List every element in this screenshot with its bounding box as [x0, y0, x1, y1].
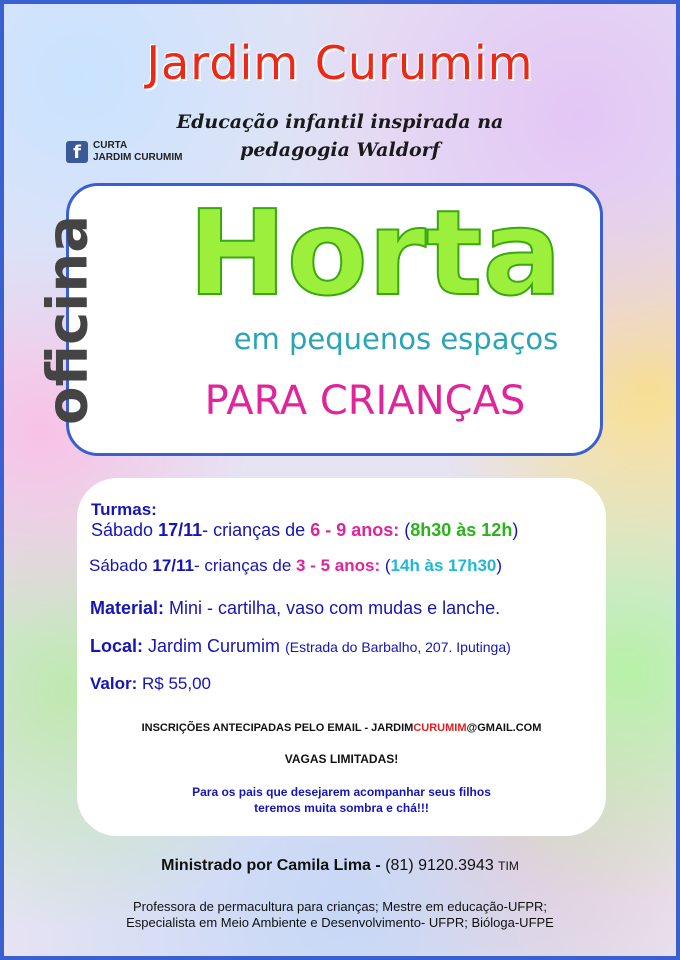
banner-subtitle: em pequenos espaços [233, 322, 559, 356]
local-row: Local: Jardim Curumim (Estrada do Barbalho, 207. Iputinga) [90, 636, 511, 656]
parents-line-1: Para os pais que desejarem acompanhar seus filhos [192, 785, 491, 799]
tagline-line-2: pedagogia Waldorf [240, 139, 440, 161]
material-row: Material: Mini - cartilha, vaso com mudas e lanche. [90, 598, 501, 618]
registration-email[interactable]: INSCRIÇÕES ANTECIPADAS PELO EMAIL - JARDIMCURUMIM@GMAIL.COM [141, 722, 542, 734]
school-title: Jardim Curumim [146, 36, 534, 90]
horta-headline: Horta [187, 184, 563, 322]
bio-line-2: Especialista em Meio Ambiente e Desenvolvimento- UFPR; Bióloga-UFPE [126, 915, 554, 930]
instructor-line: Ministrado por Camila Lima - (81) 9120.3943 TIM [161, 857, 519, 874]
valor-row: Valor: R$ 55,00 [90, 674, 211, 693]
instructor-bio [0, 899, 680, 931]
session-row: Sábado 17/11- crianças de 6 - 9 anos: (8h30 às 12h) [91, 520, 519, 540]
tagline-line-1: Educação infantil inspirada na [176, 111, 504, 133]
facebook-icon: f [66, 141, 88, 163]
session-row: Sábado 17/11- crianças de 3 - 5 anos: (14h às 17h30) [89, 556, 503, 575]
parents-line-2: teremos muita sombra e chá!!! [254, 801, 429, 815]
oficina-label: oficina [35, 214, 101, 426]
banner-audience: PARA CRIANÇAS [204, 378, 526, 424]
parents-note [77, 784, 606, 816]
facebook-like-badge[interactable] [66, 140, 182, 164]
facebook-text [93, 140, 182, 164]
limited-spots: VAGAS LIMITADAS! [284, 752, 399, 766]
facebook-curta: CURTA [93, 140, 128, 151]
turmas-label: Turmas: [91, 500, 157, 519]
facebook-page-name: JARDIM CURUMIM [93, 152, 183, 163]
bio-line-1: Professora de permacultura para crianças; Mestre em educação-UFPR; [132, 899, 547, 914]
school-tagline [150, 108, 530, 164]
